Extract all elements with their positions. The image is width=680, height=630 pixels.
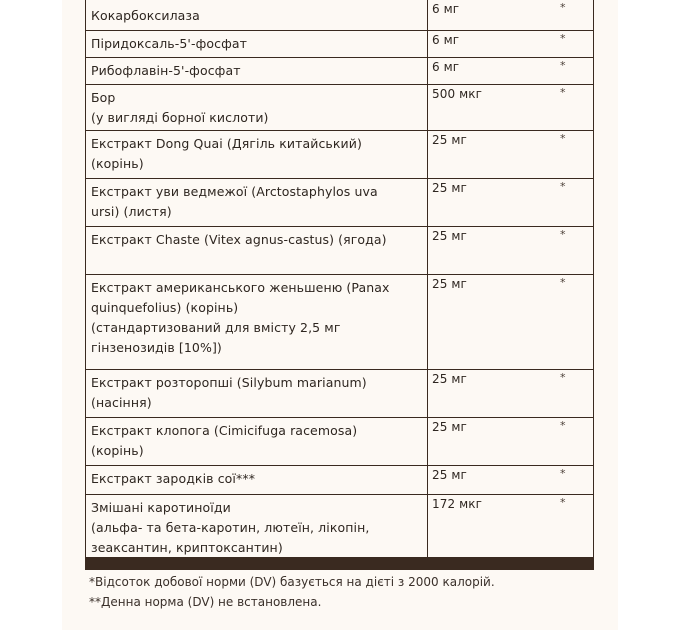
table-row — [86, 131, 593, 179]
table-row — [86, 227, 593, 275]
table-row — [86, 58, 593, 85]
ingredient-name-line: quinquefolius) (корінь) — [91, 300, 239, 315]
daily-value-mark: * — [560, 59, 566, 72]
table-row — [86, 85, 593, 131]
ingredient-amount: 25 мг — [432, 181, 467, 195]
ingredient-amount: 500 мкг — [432, 87, 483, 101]
ingredient-name-line: зеаксантин, криптоксантин) — [91, 540, 283, 555]
daily-value-mark: * — [560, 276, 566, 289]
ingredient-name-line: Бор — [91, 90, 116, 105]
daily-value-mark: * — [560, 419, 566, 432]
table-row — [86, 466, 593, 495]
supplement-facts-table — [85, 0, 594, 570]
footnotes — [89, 572, 599, 612]
table-row — [86, 0, 593, 31]
ingredient-name-line: Піридоксаль-5'-фосфат — [91, 36, 248, 51]
ingredient-amount: 6 мг — [432, 33, 460, 47]
ingredient-name — [86, 275, 428, 369]
ingredient-name-line: (стандартизований для вмісту 2,5 мг — [91, 320, 341, 335]
ingredient-amount: 25 мг — [432, 277, 467, 291]
daily-value-mark: * — [560, 371, 566, 384]
ingredient-name-line: Екстракт Dong Quai (Дягіль китайський) — [91, 136, 362, 151]
daily-value-mark: * — [560, 86, 566, 99]
ingredient-name-line: Екстракт розторопші (Silybum marianum) — [91, 375, 367, 390]
ingredient-name — [86, 227, 428, 274]
ingredient-name — [86, 495, 428, 557]
ingredient-name-line: Екстракт клопога (Cimicifuga racemosa) — [91, 423, 358, 438]
ingredient-amount: 6 мг — [432, 60, 460, 74]
ingredient-amount: 25 мг — [432, 133, 467, 147]
ingredient-name — [86, 418, 428, 465]
ingredient-name — [86, 0, 428, 30]
ingredient-name-line: (насіння) — [91, 395, 152, 410]
daily-value-mark: * — [560, 32, 566, 45]
ingredient-name-line: гінзенозидів [10%]) — [91, 340, 222, 355]
ingredient-name — [86, 466, 428, 494]
ingredient-name — [86, 58, 428, 84]
table-row — [86, 495, 593, 557]
ingredient-name — [86, 370, 428, 417]
table-row — [86, 370, 593, 418]
table-row — [86, 275, 593, 370]
ingredient-amount: 25 мг — [432, 420, 467, 434]
ingredient-name-line: (корінь) — [91, 443, 144, 458]
ingredient-amount: 25 мг — [432, 468, 467, 482]
table-row — [86, 31, 593, 58]
ingredient-name-line: Змішані каротиноїди — [91, 500, 231, 515]
ingredient-amount: 172 мкг — [432, 497, 483, 511]
ingredient-amount: 25 мг — [432, 229, 467, 243]
ingredient-name-line: (альфа- та бета-каротин, лютеїн, лікопін, — [91, 520, 370, 535]
ingredient-name-line: Екстракт зародків сої*** — [91, 471, 256, 486]
ingredient-name-line: Екстракт американського женьшеню (Panax — [91, 280, 390, 295]
ingredient-name — [86, 31, 428, 57]
table-row — [86, 179, 593, 227]
daily-value-mark: * — [560, 1, 566, 14]
daily-value-mark: * — [560, 132, 566, 145]
footnote-dv-not-established: **Денна норма (DV) не встановлена. — [89, 595, 322, 609]
ingredient-name-line: Екстракт уви ведмежої (Arctostaphylos uva — [91, 184, 378, 199]
ingredient-name — [86, 179, 428, 226]
ingredient-name — [86, 131, 428, 178]
ingredient-name-line: (корінь) — [91, 156, 144, 171]
daily-value-mark: * — [560, 467, 566, 480]
ingredient-name-line: Екстракт Chaste (Vitex agnus-castus) (ягода) — [91, 232, 387, 247]
ingredient-name-line: (у вигляді борної кислоти) — [91, 110, 269, 125]
ingredient-name — [86, 85, 428, 130]
daily-value-mark: * — [560, 180, 566, 193]
ingredient-name-line: Рибофлавін-5'-фосфат — [91, 63, 241, 78]
table-row — [86, 418, 593, 466]
ingredient-name-line: Кокарбоксилаза — [91, 8, 200, 23]
ingredient-amount: 25 мг — [432, 372, 467, 386]
ingredient-name-line: ursi) (листя) — [91, 204, 172, 219]
footnote-daily-value: *Відсоток добової норми (DV) базується на дієті з 2000 калорій. — [89, 575, 495, 589]
ingredient-amount: 6 мг — [432, 2, 460, 16]
daily-value-mark: * — [560, 228, 566, 241]
daily-value-mark: * — [560, 496, 566, 509]
